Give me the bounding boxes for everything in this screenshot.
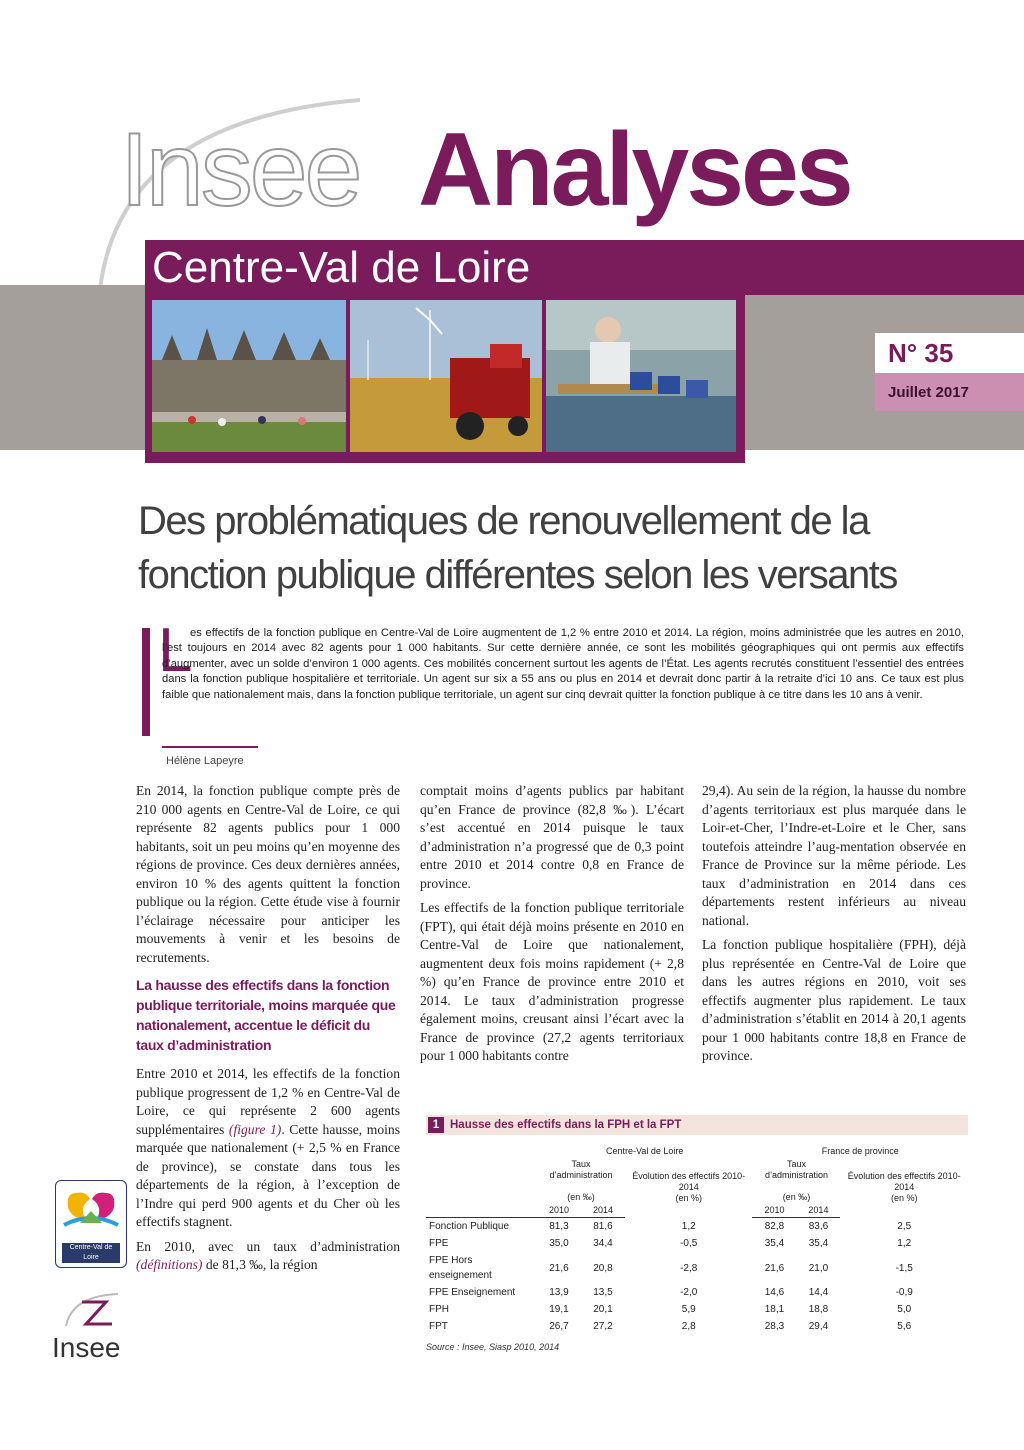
figure-1-link[interactable]: (figure 1) — [228, 1121, 282, 1137]
figure-1-table — [426, 1145, 968, 1335]
year-2010: 2010 — [537, 1204, 581, 1218]
year-2010: 2010 — [752, 1204, 796, 1218]
body-column-2 — [420, 782, 684, 1072]
body-column-3 — [702, 782, 966, 1072]
year-2014: 2014 — [796, 1204, 840, 1218]
definitions-link[interactable]: (définitions) — [136, 1257, 203, 1272]
col1-p2-text-a: Entre 2010 et 2014, les effectifs de la fonction publique progressent de 1,2 % en Centre-Val de Loire, ce qui représente 2 600 agents supplémentaires — [136, 1066, 400, 1137]
section-subheading: La hausse des effectifs dans la fonction publique territoriale, moins marquée que nationalement, accentue le déficit du taux d’administration — [136, 977, 396, 1053]
region-logo — [55, 1180, 127, 1268]
insee-logo: Insee — [52, 1332, 121, 1363]
table-row: FPE 35,0 34,4 -0,5 35,4 35,4 1,2 — [429, 1238, 912, 1249]
col1-paragraph-2 — [136, 1065, 400, 1232]
table-row: FPH 19,1 20,1 5,9 18,1 18,8 5,0 — [429, 1304, 912, 1315]
header-taux-cvl: Taux d’administration (en ‰) — [549, 1159, 613, 1202]
table-row: Fonction Publique 81,3 81,6 1,2 82,8 83,6 2,5 — [429, 1220, 912, 1232]
page-title — [138, 494, 938, 602]
photo-chateau — [152, 300, 346, 452]
table-row: FPE Hors enseignement 21,6 20,8 -2,8 21,6 21,0 -1,5 — [429, 1255, 913, 1281]
table-row: FPE Enseignement 13,9 13,5 -2,0 14,6 14,4 -0,9 — [429, 1287, 913, 1298]
col1-p2-text-b: . Cette hausse, moins marquée que nationalement (+ 2,5 % en France de province), se constate dans tous les départements de la région, à l’exception de l’Indre qui perd 900 agents et du Cher où les effectifs stagnent. — [136, 1121, 400, 1229]
col1-p3-text-b: de 81,3 ‰, la région — [205, 1257, 318, 1272]
abstract-dropcap: L — [158, 616, 193, 685]
issue-date: Juillet 2017 — [888, 384, 969, 401]
issue-number: N° 35 — [888, 338, 954, 368]
col1-paragraph-3 — [136, 1238, 400, 1275]
title-line-2: fonction publique différentes selon les versants — [138, 553, 897, 597]
brand-insee: Insee — [120, 112, 360, 228]
col3-paragraph-2: La fonction publique hospitalière (FPH), déjà plus représentée en Centre-Val de Loire que dans les autres régions en 2010, voit ses effectifs augmenter plus rapidement. Le taux d’administration s’établit en 2014 à 20,1 agents pour 1 000 habitants contre 18,8 en France de province. — [702, 937, 966, 1063]
figure-source: Source : Insee, Siasp 2010, 2014 — [426, 1342, 560, 1352]
header-taux-fp: Taux d’administration (en ‰) — [764, 1159, 828, 1202]
photo-harvest — [350, 300, 542, 452]
group-france-de-province: France de province — [821, 1146, 899, 1156]
header-evol-fp: Évolution des effectifs 2010-2014 (en %) — [847, 1171, 961, 1204]
author-name: Hélène Lapeyre — [166, 755, 244, 767]
col2-paragraph-1: comptait moins d’agents publics par habitant qu’en France de province (82,8 ‰). L’écart s’est accentué en 2014 puisque le taux d’administration n’a progressé que de 0,3 point entre 2010 et 2014 contre 0,8 en France de province. — [420, 783, 684, 891]
brand-analyses: Analyses — [418, 112, 851, 228]
insee-logo-icon — [62, 1290, 122, 1330]
body-column-1 — [136, 782, 400, 1281]
group-centre-val-de-loire: Centre-Val de Loire — [606, 1146, 684, 1156]
figure-title: Hausse des effectifs dans la FPH et la FPT — [450, 1119, 682, 1131]
title-line-1: Des problématiques de renouvellement de la — [138, 499, 869, 543]
region-logo-text: Centre-Val de Loire — [62, 1243, 120, 1263]
col2-paragraph-2: Les effectifs de la fonction publique territoriale (FPT), qui était déjà moins présente en 2010 en Centre-Val de Loire que nationalement, augmentent deux fois moins rapidement (+ 2,8 %) qu’en France de province entre 2010 et 2014. Le taux d’administration progresse également moins, creusant ainsi l’écart avec la France de province (27,2 agents territoriaux pour 1 000 habitants contre — [420, 900, 684, 1063]
author-rule — [162, 746, 258, 748]
col3-paragraph-1: 29,4). Au sein de la région, la hausse du nombre d’agents territoriaux est plus marquée dans le Loir-et-Cher, l’Indre-et-Loire et le Cher, sans toutefois atteindre l’aug-mentation observée en France de Province sur la même période. Les taux d’administration en 2014 dans ces départements restent inférieurs au niveau national. — [702, 783, 966, 928]
figure-number: 1 — [428, 1117, 444, 1133]
abstract-text: es effectifs de la fonction publique en Centre-Val de Loire augmentent de 1,2 % entre 2010 et 2014. La région, moins administrée que les autres en 2010, l’est toujours en 2014 avec 82 agents pour 1 000 habitants. Sur cette dernière année, ce sont les mobilités géographiques qui ont permis aux effectifs d’augmenter, avec un solde d’environ 1 000 agents. Ces mobilités concernent surtout les agents de l’État. Les agents recrutés constituent l’essentiel des entrées dans la fonction publique hospitalière et territoriale. Un agent sur six a 55 ans ou plus en 2014 et devrait donc partir à la retraite d’ici 10 ans. Ce taux est plus faible que nationalement mais, dans la fonction publique territoriale, un agent sur cinq devrait quitter la fonction publique à ce titre dans les 10 ans à venir. — [162, 627, 964, 701]
table-row: FPT 26,7 27,2 2,8 28,3 29,4 5,6 — [429, 1321, 912, 1332]
abstract-bar — [142, 628, 150, 736]
region-name: Centre-Val de Loire — [152, 243, 531, 292]
col1-p3-text-a: En 2010, avec un taux d’administration — [136, 1238, 400, 1254]
photo-factory — [546, 300, 736, 452]
year-2014: 2014 — [581, 1204, 625, 1218]
figure-1-header — [426, 1115, 968, 1135]
region-logo-icon — [56, 1181, 126, 1241]
col1-paragraph-1: En 2014, la fonction publique compte près de 210 000 agents en Centre-Val de Loire, ce qui représente 82 agents publics pour 1 000 habitants, soit un peu moins qu’en moyenne des régions de province. Ces deux dernières années, environ 10 % des agents quittent la fonction publique ou la région. Cette étude vise à fournir l’éclairage nécessaire pour anticiper les mouvements à venir et les besoins de recrutements. — [136, 783, 400, 965]
header-evol-cvl: Évolution des effectifs 2010-2014 (en %) — [632, 1171, 746, 1204]
